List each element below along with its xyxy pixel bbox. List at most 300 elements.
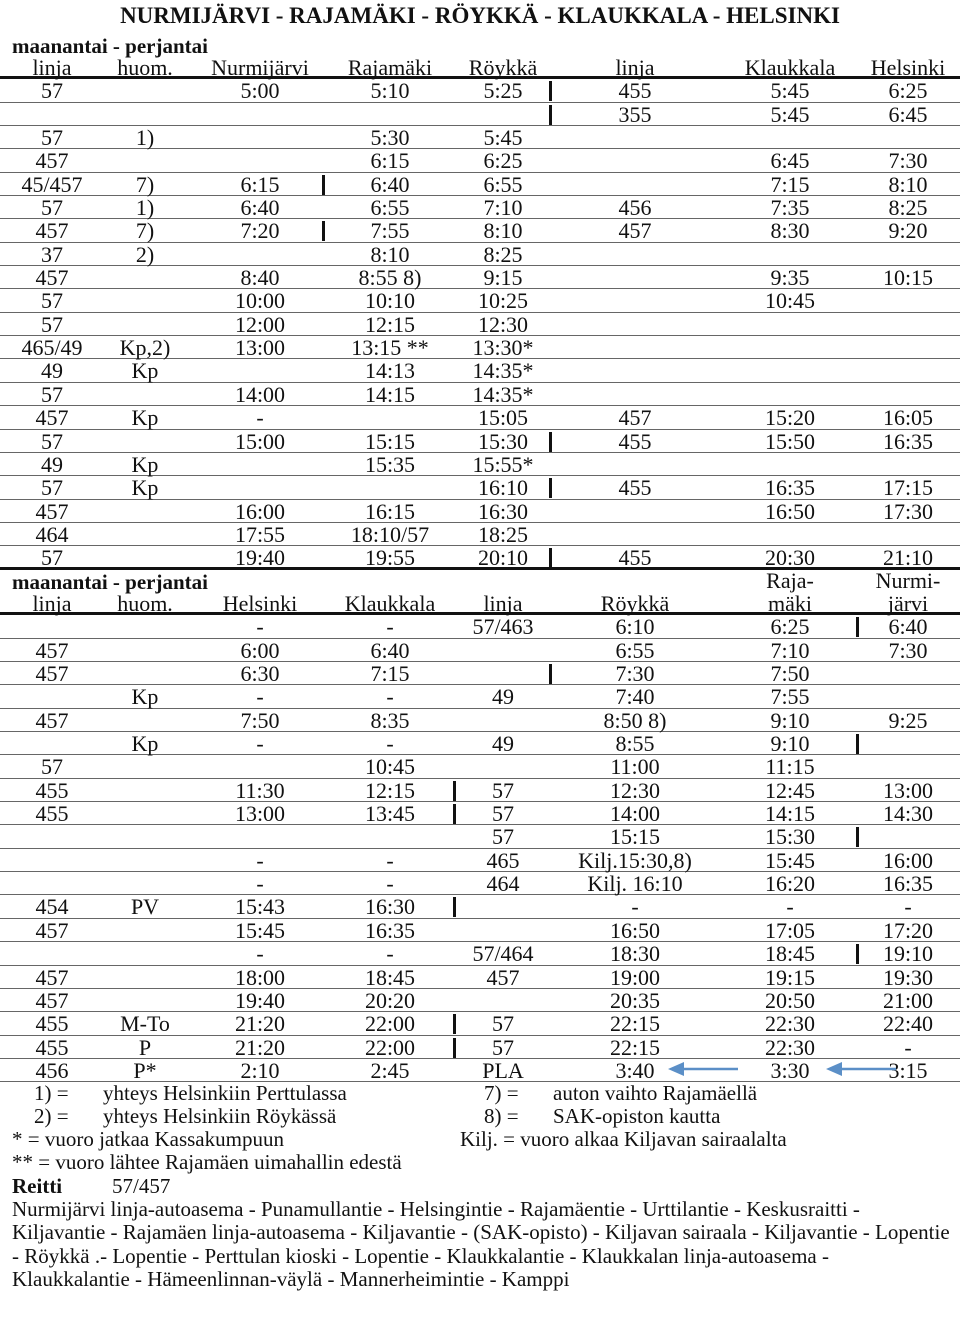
cell: 21:20 xyxy=(234,1034,286,1060)
cell: 5:10 xyxy=(370,78,410,104)
table-row xyxy=(0,173,960,196)
cell: 19:30 xyxy=(882,964,934,990)
cell: - xyxy=(256,614,264,640)
column-divider xyxy=(549,478,552,498)
table-row xyxy=(0,919,960,942)
cell: 13:30* xyxy=(472,335,534,361)
cell: 11:15 xyxy=(765,754,815,780)
cell: 49 xyxy=(492,684,514,710)
cell: 7:30 xyxy=(615,661,655,687)
cell: PLA xyxy=(482,1057,524,1083)
cell: 16:50 xyxy=(764,498,816,524)
table-row xyxy=(0,755,960,778)
cell: 455 xyxy=(35,801,69,827)
table-row xyxy=(0,103,960,126)
table-row xyxy=(0,476,960,499)
cell: 5:45 xyxy=(770,78,810,104)
table-row xyxy=(0,149,960,172)
cell: 22:00 xyxy=(364,1034,416,1060)
cell: 9:15 xyxy=(483,265,523,291)
cell: 2) xyxy=(135,241,155,267)
cell: 57 xyxy=(492,824,514,850)
cell: 9:10 xyxy=(770,731,810,757)
cell: 7:35 xyxy=(770,195,810,221)
cell: 457 xyxy=(35,707,69,733)
cell: 1) xyxy=(135,195,155,221)
cell: 8:55 xyxy=(615,731,655,757)
cell: 10:10 xyxy=(364,288,416,314)
cell: 454 xyxy=(35,894,69,920)
table-row xyxy=(0,313,960,336)
cell: 2:10 xyxy=(240,1057,280,1083)
note-text: yhteys Helsinkiin Röykässä xyxy=(103,1104,337,1128)
table-row xyxy=(0,289,960,312)
cell: 7:50 xyxy=(240,707,280,733)
table-row xyxy=(0,942,960,965)
cell: P* xyxy=(133,1057,157,1083)
cell: 455 xyxy=(35,777,69,803)
cell: 13:00 xyxy=(882,777,934,803)
cell: 7:10 xyxy=(483,195,523,221)
cell: 14:00 xyxy=(234,381,286,407)
cell: 6:45 xyxy=(888,101,928,127)
cell: 5:45 xyxy=(483,125,523,151)
cell: 17:05 xyxy=(764,917,816,943)
cell: 9:20 xyxy=(888,218,928,244)
cell: 16:35 xyxy=(882,871,934,897)
cell: 19:55 xyxy=(364,545,416,571)
footnotes xyxy=(0,1082,960,1174)
cell: 20:50 xyxy=(764,987,816,1013)
cell: 18:00 xyxy=(234,964,286,990)
cell: 464 xyxy=(35,521,69,547)
cell: 49 xyxy=(41,451,63,477)
cell: 13:00 xyxy=(234,801,286,827)
cell: 2:45 xyxy=(370,1057,410,1083)
cell: 18:25 xyxy=(477,521,529,547)
table-row xyxy=(0,1012,960,1035)
cell: 19:10 xyxy=(882,941,934,967)
cell: 13:00 xyxy=(234,335,286,361)
table-row xyxy=(0,196,960,219)
cell: 57 xyxy=(492,777,514,803)
cell: 8:10 xyxy=(888,171,928,197)
cell: 16:00 xyxy=(234,498,286,524)
cell: 22:40 xyxy=(882,1011,934,1037)
cell: 6:40 xyxy=(370,171,410,197)
cell: Raja- xyxy=(766,568,814,593)
cell: 12:00 xyxy=(234,311,286,337)
table-row xyxy=(0,779,960,802)
route-section xyxy=(12,1175,952,1292)
cell: 14:35* xyxy=(472,358,534,384)
cell: Kp xyxy=(131,475,159,501)
inbound-timetable xyxy=(0,592,960,1082)
cell: 457 xyxy=(35,964,69,990)
cell: 6:40 xyxy=(888,614,928,640)
note-star: * = vuoro jatkaa Kassakumpuun xyxy=(12,1127,284,1151)
cell: 57 xyxy=(41,381,63,407)
cell: linja xyxy=(32,55,72,80)
cell: 17:15 xyxy=(882,475,934,501)
cell: 455 xyxy=(618,78,652,104)
cell: 15:35 xyxy=(364,451,416,477)
cell: 355 xyxy=(618,101,652,127)
cell: 16:30 xyxy=(364,894,416,920)
cell: 16:30 xyxy=(477,498,529,524)
cell: 19:40 xyxy=(234,545,286,571)
cell: 37 xyxy=(41,241,63,267)
column-divider xyxy=(453,781,456,801)
cell: Kp xyxy=(131,684,159,710)
timetable-title: NURMIJÄRVI - RAJAMÄKI - RÖYKKÄ - KLAUKKALA - HELSINKI xyxy=(120,3,840,28)
cell: 8:50 8) xyxy=(603,707,667,733)
section2-heading: maanantai - perjantai xyxy=(12,570,208,594)
table-row xyxy=(0,849,960,872)
cell: - xyxy=(386,847,394,873)
cell: PV xyxy=(130,894,160,920)
cell: 14:15 xyxy=(764,801,816,827)
cell: 15:45 xyxy=(234,917,286,943)
cell: 16:35 xyxy=(764,475,816,501)
cell: 14:15 xyxy=(364,381,416,407)
cell: 10:45 xyxy=(764,288,816,314)
table-row xyxy=(0,872,960,895)
cell: - xyxy=(256,405,264,431)
cell: 8:40 xyxy=(240,265,280,291)
column-divider xyxy=(856,827,859,847)
cell: 15:50 xyxy=(764,428,816,454)
cell: 6:55 xyxy=(615,637,655,663)
table-row xyxy=(0,1059,960,1082)
cell: 3:30 xyxy=(770,1057,810,1083)
cell: 8:10 xyxy=(370,241,410,267)
cell: 12:30 xyxy=(609,777,661,803)
table-row xyxy=(0,243,960,266)
cell: 15:55* xyxy=(472,451,534,477)
cell: 57 xyxy=(41,754,63,780)
arrow-left-icon xyxy=(668,1059,740,1079)
cell: 22:30 xyxy=(764,1034,816,1060)
cell: 18:10/57 xyxy=(350,521,430,547)
cell: 15:20 xyxy=(764,405,816,431)
table-row xyxy=(0,430,960,453)
cell: 16:20 xyxy=(764,871,816,897)
cell: 10:25 xyxy=(477,288,529,314)
route-label: Reitti xyxy=(12,1174,63,1198)
cell: 5:00 xyxy=(240,78,280,104)
table-row xyxy=(0,732,960,755)
cell: Kp xyxy=(131,405,159,431)
note-text: yhteys Helsinkiin Perttulassa xyxy=(103,1081,347,1105)
cell: 10:00 xyxy=(234,288,286,314)
cell: 457 xyxy=(35,987,69,1013)
cell: 9:25 xyxy=(888,707,928,733)
section1-heading: maanantai - perjantai xyxy=(12,34,208,58)
cell: Klaukkala xyxy=(344,591,436,616)
cell: - xyxy=(631,894,639,920)
cell: 8:30 xyxy=(770,218,810,244)
cell: - xyxy=(386,684,394,710)
table-row xyxy=(0,966,960,989)
table-row xyxy=(0,1036,960,1059)
cell: 7:55 xyxy=(770,684,810,710)
cell: 7:50 xyxy=(770,661,810,687)
table-row xyxy=(0,895,960,918)
cell: 457 xyxy=(35,265,69,291)
column-divider xyxy=(322,175,325,195)
cell: 21:10 xyxy=(882,545,934,571)
cell: 7) xyxy=(135,218,155,244)
cell: 9:10 xyxy=(770,707,810,733)
cell: Kilj.15:30,8) xyxy=(578,847,692,873)
header-row xyxy=(0,592,960,615)
table-row xyxy=(0,219,960,242)
cell: 21:20 xyxy=(234,1011,286,1037)
cell: 457 xyxy=(35,405,69,431)
cell: 22:15 xyxy=(609,1011,661,1037)
cell: 57 xyxy=(492,801,514,827)
cell: 7) xyxy=(135,171,155,197)
cell: linja xyxy=(483,591,523,616)
cell: 57 xyxy=(41,428,63,454)
cell: huom. xyxy=(117,55,173,80)
cell: 6:45 xyxy=(770,148,810,174)
cell: 5:30 xyxy=(370,125,410,151)
cell: 57 xyxy=(41,125,63,151)
cell: 6:55 xyxy=(483,171,523,197)
cell: - xyxy=(386,614,394,640)
cell: linja xyxy=(32,591,72,616)
cell: 464 xyxy=(486,871,520,897)
cell: 11:30 xyxy=(235,777,285,803)
cell: 20:20 xyxy=(364,987,416,1013)
cell: 6:40 xyxy=(240,195,280,221)
note-double-star: ** = vuoro lähtee Rajamäen uimahallin edestä xyxy=(12,1150,402,1174)
cell: 457 xyxy=(618,405,652,431)
table-row xyxy=(0,709,960,732)
cell: 15:45 xyxy=(764,847,816,873)
cell: 7:20 xyxy=(240,218,280,244)
outbound-timetable xyxy=(0,56,960,570)
cell: 16:50 xyxy=(609,917,661,943)
column-divider xyxy=(549,548,552,568)
cell: 457 xyxy=(35,148,69,174)
cell: 6:10 xyxy=(615,614,655,640)
cell: huom. xyxy=(117,591,173,616)
cell: 21:00 xyxy=(882,987,934,1013)
cell: 12:15 xyxy=(364,777,416,803)
cell: 57 xyxy=(41,195,63,221)
cell: - xyxy=(256,731,264,757)
cell: - xyxy=(904,1034,912,1060)
header-row-top xyxy=(0,569,960,592)
cell: 20:10 xyxy=(477,545,529,571)
cell: 12:30 xyxy=(477,311,529,337)
cell: 7:15 xyxy=(370,661,410,687)
cell: 14:13 xyxy=(364,358,416,384)
cell: 10:45 xyxy=(364,754,416,780)
cell: 15:30 xyxy=(764,824,816,850)
cell: 57/463 xyxy=(472,614,534,640)
cell: 17:55 xyxy=(234,521,286,547)
cell: 15:30 xyxy=(477,428,529,454)
cell: 6:25 xyxy=(888,78,928,104)
note-kilj: Kilj. = vuoro alkaa Kiljavan sairaalalta xyxy=(460,1127,787,1151)
cell: 18:30 xyxy=(609,941,661,967)
cell: 457 xyxy=(618,218,652,244)
cell: 6:30 xyxy=(240,661,280,687)
cell: 57 xyxy=(41,475,63,501)
cell: - xyxy=(256,684,264,710)
cell: Helsinki xyxy=(870,55,946,80)
cell: - xyxy=(386,871,394,897)
cell: Nurmijärvi xyxy=(211,55,309,80)
cell: 15:00 xyxy=(234,428,286,454)
cell: 16:00 xyxy=(882,847,934,873)
cell: 20:30 xyxy=(764,545,816,571)
header-row xyxy=(0,56,960,79)
route-lines: 57/457 xyxy=(112,1174,171,1198)
note-text: auton vaihto Rajamäellä xyxy=(553,1081,758,1105)
cell: 16:15 xyxy=(364,498,416,524)
cell: 457 xyxy=(35,498,69,524)
column-divider xyxy=(453,897,456,917)
cell: 6:25 xyxy=(770,614,810,640)
cell: 22:15 xyxy=(609,1034,661,1060)
cell: 6:40 xyxy=(370,637,410,663)
cell: 57/464 xyxy=(472,941,534,967)
cell: 457 xyxy=(486,964,520,990)
cell: 13:15 ** xyxy=(351,335,429,361)
cell: 457 xyxy=(35,661,69,687)
cell: 8:35 xyxy=(370,707,410,733)
cell: 457 xyxy=(35,218,69,244)
cell: 15:43 xyxy=(234,894,286,920)
cell: 22:30 xyxy=(764,1011,816,1037)
cell: Helsinki xyxy=(222,591,298,616)
table-row xyxy=(0,266,960,289)
column-divider xyxy=(549,432,552,452)
cell: 465/49 xyxy=(21,335,83,361)
cell: M-To xyxy=(120,1011,170,1037)
cell: 16:05 xyxy=(882,405,934,431)
note-key: 2) = xyxy=(34,1104,69,1128)
cell: - xyxy=(904,894,912,920)
cell: 456 xyxy=(35,1057,69,1083)
cell: 16:35 xyxy=(364,917,416,943)
cell: 7:30 xyxy=(888,148,928,174)
cell: mäki xyxy=(768,591,812,616)
column-divider xyxy=(322,221,325,241)
cell: 13:45 xyxy=(364,801,416,827)
table-row xyxy=(0,453,960,476)
table-row xyxy=(0,359,960,382)
cell: 22:00 xyxy=(364,1011,416,1037)
cell: P xyxy=(138,1034,152,1060)
cell: Kp xyxy=(131,451,159,477)
cell: 57 xyxy=(492,1011,514,1037)
column-divider xyxy=(856,617,859,637)
cell: - xyxy=(256,871,264,897)
note-key: 7) = xyxy=(484,1081,519,1105)
table-row xyxy=(0,500,960,523)
cell: 455 xyxy=(35,1034,69,1060)
cell: 455 xyxy=(618,428,652,454)
cell: 19:00 xyxy=(609,964,661,990)
cell: 455 xyxy=(618,475,652,501)
cell: Kp xyxy=(131,731,159,757)
cell: - xyxy=(786,894,794,920)
table-row xyxy=(0,336,960,359)
cell: 15:05 xyxy=(477,405,529,431)
cell: 6:15 xyxy=(370,148,410,174)
column-divider xyxy=(549,664,552,684)
cell: 7:30 xyxy=(888,637,928,663)
column-divider xyxy=(549,81,552,101)
cell: - xyxy=(386,941,394,967)
table-row xyxy=(0,802,960,825)
cell: 19:40 xyxy=(234,987,286,1013)
cell: 6:55 xyxy=(370,195,410,221)
cell: 16:10 xyxy=(477,475,529,501)
cell: 455 xyxy=(618,545,652,571)
column-divider xyxy=(856,734,859,754)
cell: 15:15 xyxy=(364,428,416,454)
table-row xyxy=(0,685,960,708)
cell: 7:55 xyxy=(370,218,410,244)
cell: 57 xyxy=(41,311,63,337)
cell: Röykkä xyxy=(600,591,670,616)
table-row xyxy=(0,825,960,848)
cell: 57 xyxy=(492,1034,514,1060)
table-row xyxy=(0,662,960,685)
cell: 3:40 xyxy=(615,1057,655,1083)
cell: 8:10 xyxy=(483,218,523,244)
cell: Klaukkala xyxy=(744,55,836,80)
cell: 6:15 xyxy=(240,171,280,197)
cell: 7:10 xyxy=(770,637,810,663)
cell: - xyxy=(256,847,264,873)
cell: Rajamäki xyxy=(347,55,433,80)
cell: 57 xyxy=(41,288,63,314)
cell: 20:35 xyxy=(609,987,661,1013)
cell: 456 xyxy=(618,195,652,221)
cell: 16:35 xyxy=(882,428,934,454)
cell: Nurmi- xyxy=(875,568,941,593)
route-description: Nurmijärvi linja-autoasema - Punamullantie - Helsingintie - Rajamäentie - Urttilantie - Keskusraitti - Kiljavantie - Rajamäen linja-autoasema - Kiljavantie - (SAK-opisto) - Kiljavan sairaala - Kiljavantie - Lopentie - Röykkä .- Lopentie - Perttulan kioski - Lopentie - Klaukkalantie - Klaukkalan linja-autoasema - Klaukkalantie - Hämeenlinnan-väylä - Mannerheimintie - Kamppi xyxy=(12,1197,950,1292)
table-row xyxy=(0,406,960,429)
note-key: 1) = xyxy=(34,1081,69,1105)
cell: 7:40 xyxy=(615,684,655,710)
cell: 465 xyxy=(486,847,520,873)
cell: Kp,2) xyxy=(119,335,171,361)
cell: 18:45 xyxy=(364,964,416,990)
cell: 17:30 xyxy=(882,498,934,524)
cell: 6:25 xyxy=(483,148,523,174)
cell: 12:15 xyxy=(364,311,416,337)
inbound-header-top xyxy=(0,569,960,592)
cell: - xyxy=(386,731,394,757)
cell: 14:30 xyxy=(882,801,934,827)
cell: 18:45 xyxy=(764,941,816,967)
cell: 45/457 xyxy=(21,171,83,197)
cell: 7:15 xyxy=(770,171,810,197)
column-divider xyxy=(549,105,552,125)
cell: 8:55 8) xyxy=(358,265,422,291)
cell: 5:45 xyxy=(770,101,810,127)
cell: 14:00 xyxy=(609,801,661,827)
